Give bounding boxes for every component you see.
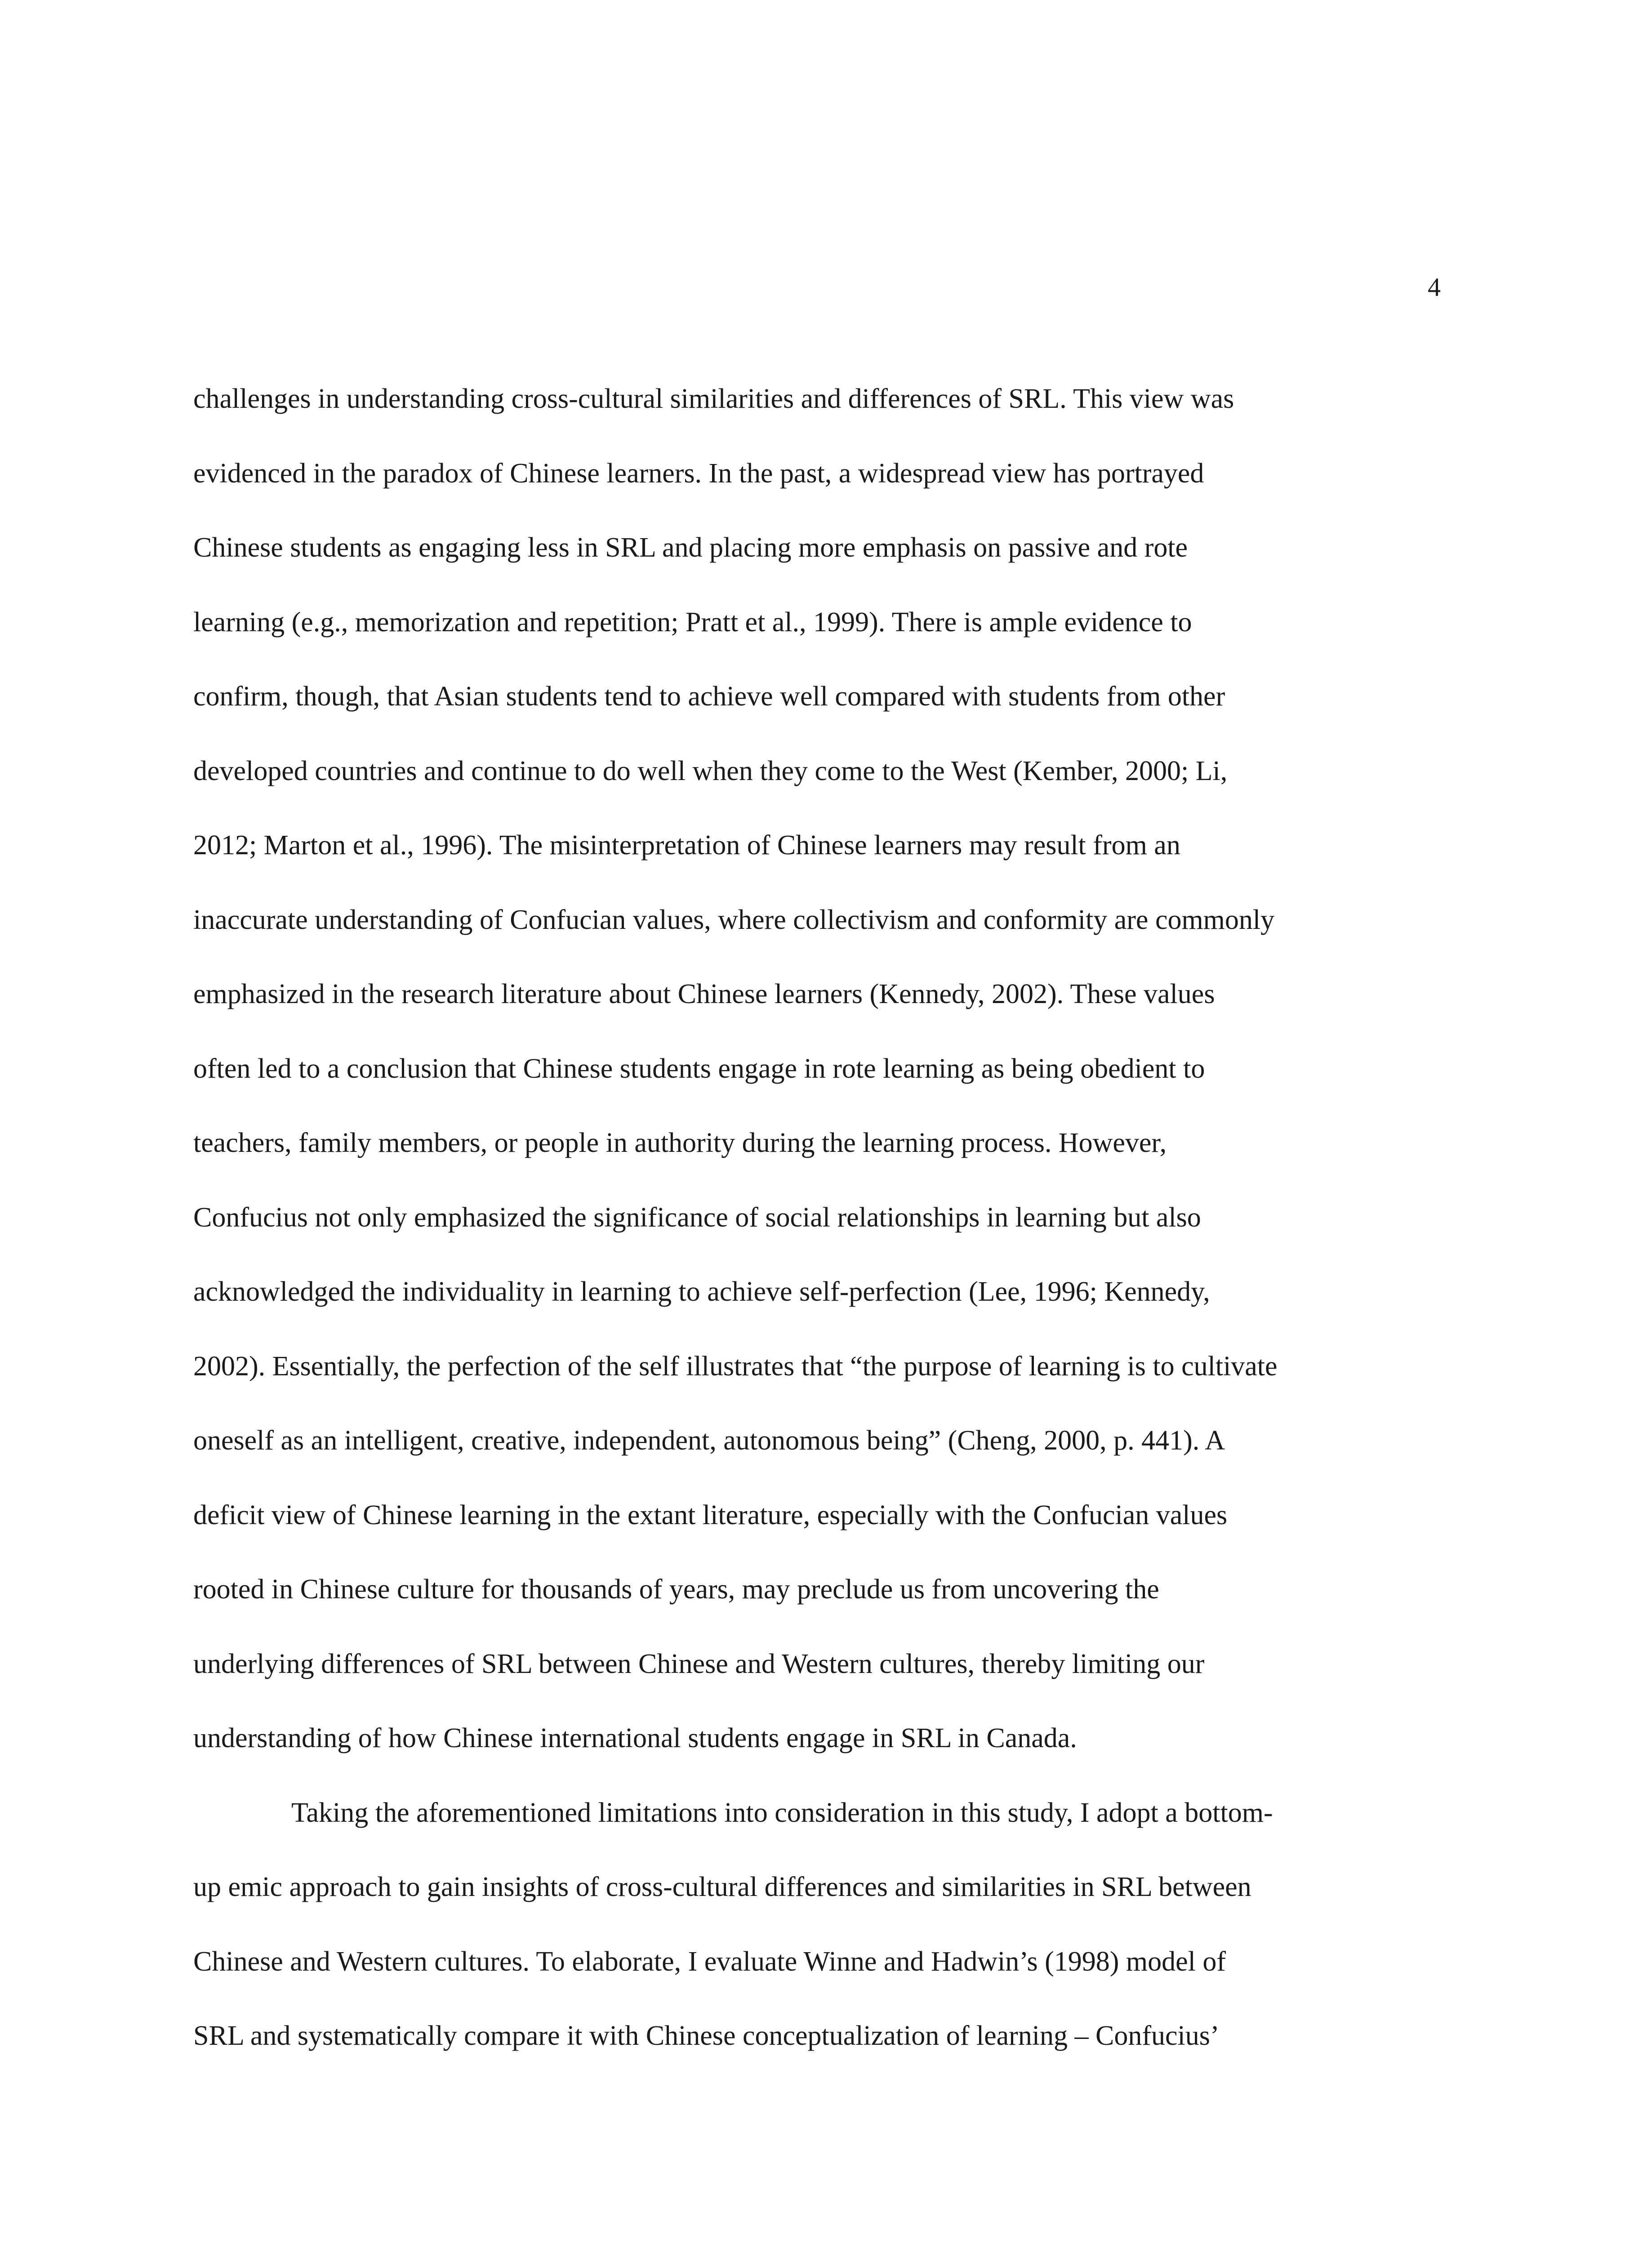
body-text <box>193 362 1465 2074</box>
text-line: Chinese students as engaging less in SRL and placing more emphasis on passive and rote <box>193 532 1188 563</box>
text-line: SRL and systematically compare it with Chinese conceptualization of learning – Confucius’ <box>193 2021 1220 2051</box>
text-line: evidenced in the paradox of Chinese learners. In the past, a widespread view has portrayed <box>193 458 1204 489</box>
text-line: deficit view of Chinese learning in the extant literature, especially with the Confucian values <box>193 1499 1228 1530</box>
paragraph-first-line: Taking the aforementioned limitations into consideration in this study, I adopt a bottom- <box>291 1797 1273 1828</box>
text-line: understanding of how Chinese international students engage in SRL in Canada. <box>193 1723 1077 1753</box>
text-line: 2002). Essentially, the perfection of the self illustrates that “the purpose of learning is to cultivate <box>193 1351 1278 1382</box>
text-line: challenges in understanding cross-cultural similarities and differences of SRL. This view was <box>193 384 1234 414</box>
text-line: inaccurate understanding of Confucian values, where collectivism and conformity are commonly <box>193 904 1275 935</box>
text-line: Chinese and Western cultures. To elaborate, I evaluate Winne and Hadwin’s (1998) model of <box>193 1946 1226 1977</box>
text-line: 2012; Marton et al., 1996). The misinterpretation of Chinese learners may result from an <box>193 830 1180 861</box>
page-number: 4 <box>1428 272 1441 302</box>
text-line: rooted in Chinese culture for thousands of years, may preclude us from uncovering the <box>193 1574 1159 1605</box>
text-line: learning (e.g., memorization and repetition; Pratt et al., 1999). There is ample evidence to <box>193 607 1192 638</box>
text-line: acknowledged the individuality in learning to achieve self-perfection (Lee, 1996; Kennedy, <box>193 1276 1210 1307</box>
text-line: teachers, family members, or people in authority during the learning process. However, <box>193 1128 1167 1158</box>
text-line: emphasized in the research literature about Chinese learners (Kennedy, 2002). These values <box>193 979 1215 1009</box>
text-line: developed countries and continue to do well when they come to the West (Kember, 2000; Li, <box>193 755 1228 786</box>
text-line: oneself as an intelligent, creative, independent, autonomous being” (Cheng, 2000, p. 441). A <box>193 1425 1225 1456</box>
text-line: confirm, though, that Asian students tend to achieve well compared with students from other <box>193 681 1225 712</box>
text-line: often led to a conclusion that Chinese students engage in rote learning as being obedient to <box>193 1053 1205 1084</box>
text-line: underlying differences of SRL between Chinese and Western cultures, thereby limiting our <box>193 1648 1205 1679</box>
text-line: Confucius not only emphasized the significance of social relationships in learning but also <box>193 1202 1201 1233</box>
text-line: up emic approach to gain insights of cross-cultural differences and similarities in SRL between <box>193 1872 1251 1902</box>
